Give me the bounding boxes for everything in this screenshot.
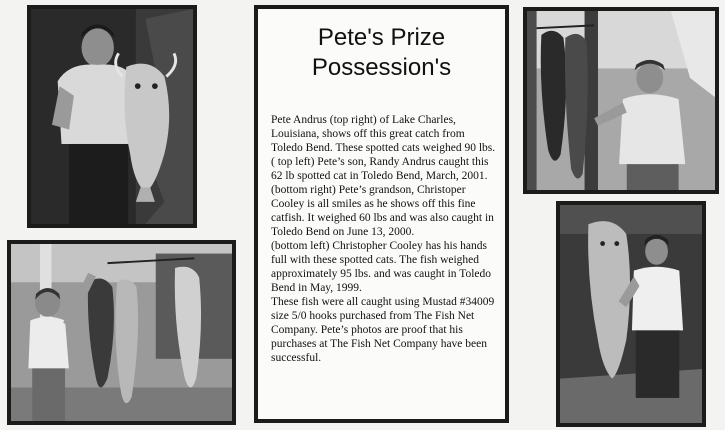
article-paragraph: ( top left) Pete’s son, Randy Andrus caught this 62 lb spotted cat in Toledo Bend, March, 2001. xyxy=(271,156,489,182)
photo-man-with-hanging-catfish xyxy=(527,11,715,190)
article-title-line-2: Possession's xyxy=(311,54,452,81)
photo-top-left xyxy=(27,5,197,228)
article-paragraph: These fish were all caught using Mustad #34009 size 5/0 hooks purchased from The Fish Net Company. Pete’s photos are proof that his purchases at The Fish Net Company have been successful. xyxy=(271,296,495,364)
photo-boy-with-hanging-catfish xyxy=(11,244,232,421)
photo-bottom-right xyxy=(556,201,706,427)
article-body xyxy=(271,113,499,365)
photo-boy-holding-catfish xyxy=(560,205,702,423)
article-title-line-1: Pete's Prize xyxy=(317,24,446,51)
article-title xyxy=(258,23,505,83)
photo-bottom-left xyxy=(7,240,236,425)
article-box xyxy=(254,5,509,423)
article-paragraph: (bottom right) Pete’s grandson, Christoper Cooley is all smiles as he shows off this fine catfish. It weighed 60 lbs and was also caught in Toledo Bend on June 13, 2000. xyxy=(271,184,494,238)
photo-top-right xyxy=(523,7,719,194)
article-paragraph: Pete Andrus (top right) of Lake Charles, Louisiana, shows off this great catch from Toledo Bend. These spotted cats weighed 90 lbs. xyxy=(271,114,496,154)
photo-man-holding-catfish xyxy=(31,9,193,224)
article-paragraph: (bottom left) Christopher Cooley has his hands full with these spotted cats. The fish weighed approximately 95 lbs. and was caught in Toledo Bend in May, 1999. xyxy=(271,240,491,294)
